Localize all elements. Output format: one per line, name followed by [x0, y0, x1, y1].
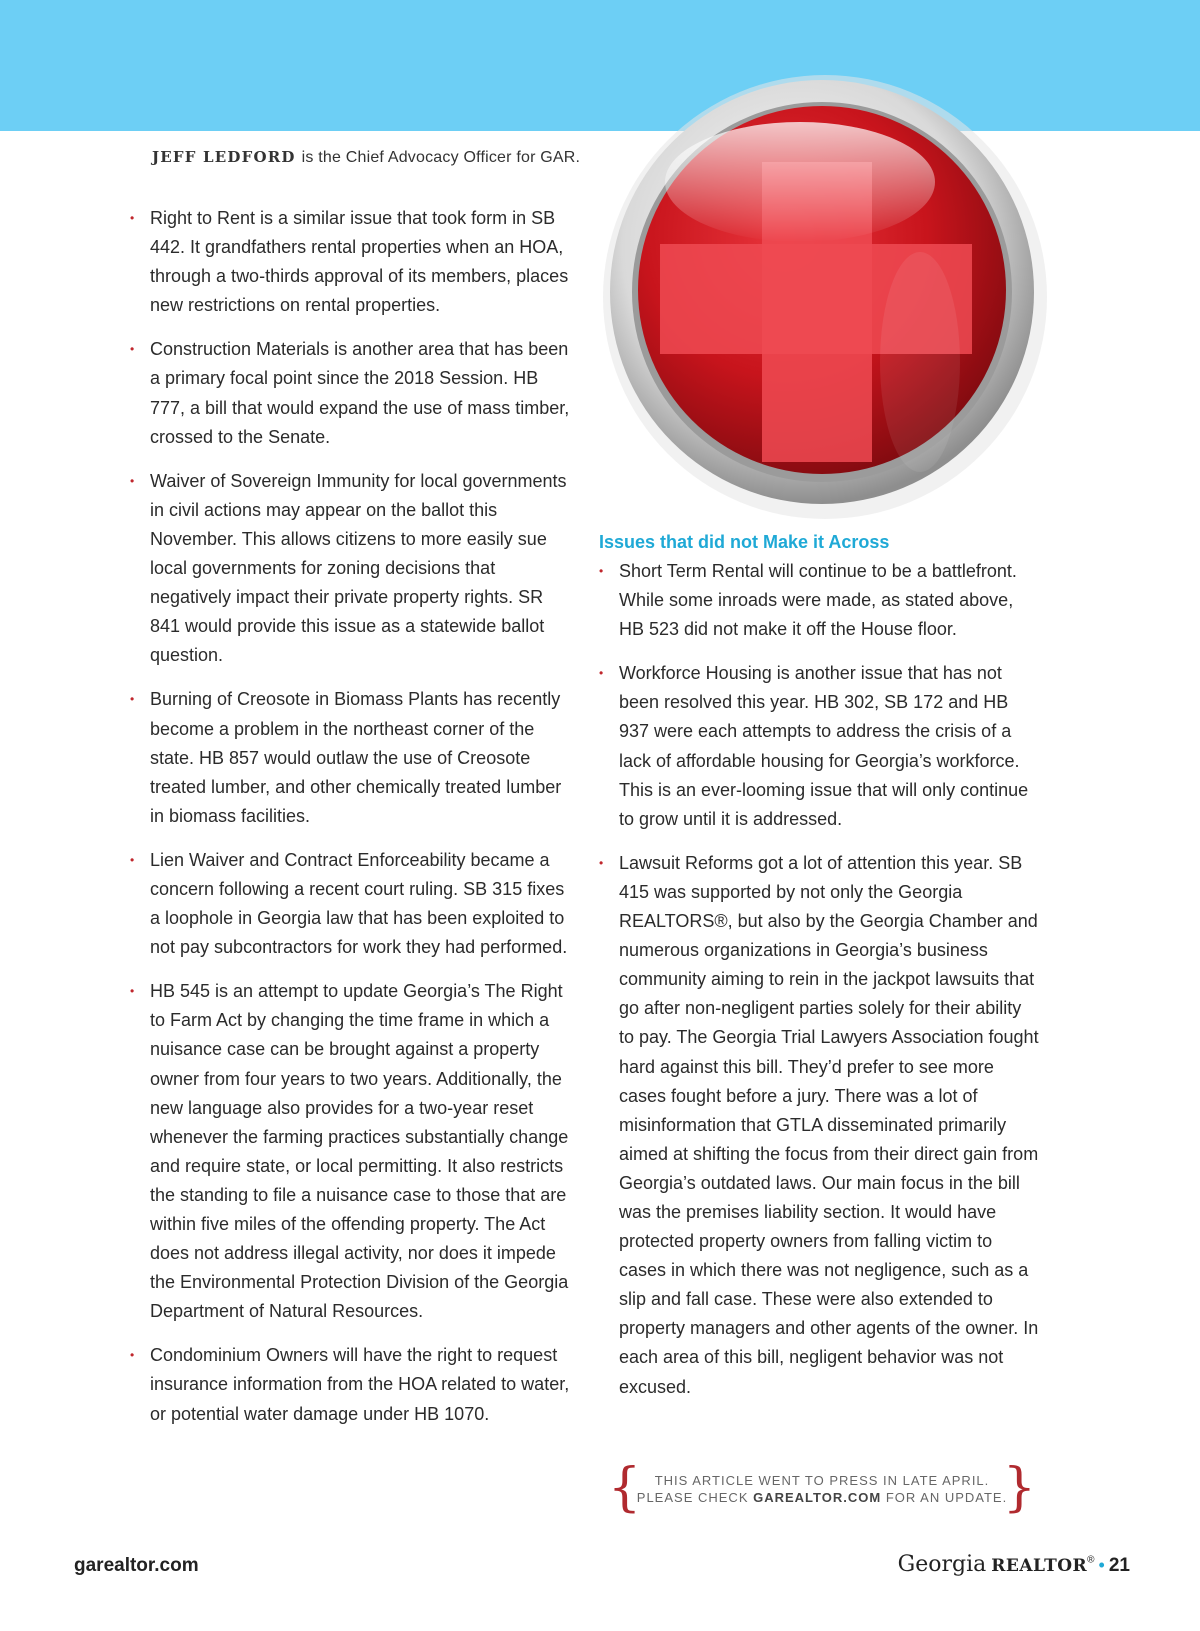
press-note	[608, 1460, 1036, 1520]
press-note-line-1: THIS ARTICLE WENT TO PRESS IN LATE APRIL.	[654, 1473, 990, 1488]
list-item: • Right to Rent is a similar issue that took form in SB 442. It grandfathers rental properties when an HOA, through a two-thirds approval of its members, places new restrictions on rental properties.	[130, 204, 570, 320]
left-bullet-list	[130, 204, 570, 1429]
list-item: • Waiver of Sovereign Immunity for local governments in civil actions may appear on the ballot this November. This allows citizens to more easily sue local governments for zoning decisions that negatively impact their private property rights. SR 841 would provide this issue as a statewide ballot question.	[130, 467, 570, 671]
list-item: • Burning of Creosote in Biomass Plants has recently become a problem in the northeast corner of the state. HB 857 would outlaw the use of Creosote treated lumber, and other chemically treated lumber in biomass facilities.	[130, 685, 570, 830]
press-note-line-2: PLEASE CHECK GAREALTOR.COM FOR AN UPDATE.	[636, 1490, 1008, 1505]
bullet-dot-icon: •	[130, 1348, 135, 1363]
list-item: • Lawsuit Reforms got a lot of attention this year. SB 415 was supported by not only the Georgia REALTORS®, but also by the Georgia Chamber and numerous organizations in Georgia’s business community aiming to rein in the jackpot lawsuits that go after non-negligent parties solely for their ability to pay. The Georgia Trial Lawyers Association fought hard against this bill. They’d prefer to see more cases fought before a jury. There was a lot of misinformation that GTLA disseminated primarily aimed at shifting the focus from their direct gain from Georgia’s outdated laws. Our main focus in the bill was the premises liability section. It would have protected property owners from falling victim to cases in which there was not negligence, such as a slip and fall case. These were also extended to property managers and other agents of the owner. In each area of this bill, negligent behavior was not excused.	[599, 849, 1039, 1402]
page-number: 21	[1108, 1555, 1130, 1576]
garealtor-link[interactable]: GAREALTOR.COM	[753, 1490, 882, 1505]
list-item: • Condominium Owners will have the right to request insurance information from the HOA related to water, or potential water damage under HB 1070.	[130, 1341, 570, 1428]
footer-masthead	[898, 1551, 1130, 1577]
right-brace-icon: }	[1002, 1458, 1036, 1518]
bullet-dot-icon: •	[599, 564, 604, 578]
author-role: is the Chief Advocacy Officer for GAR.	[301, 149, 581, 166]
bullet-dot-icon: •	[130, 692, 135, 707]
bullet-dot-icon: •	[130, 984, 135, 999]
author-name: JEFF LEDFORD	[152, 148, 296, 166]
bullet-dot-icon: •	[130, 211, 135, 225]
list-item: • Workforce Housing is another issue that has not been resolved this year. HB 302, SB 172 and HB 937 were each attempts to address the crisis of a lack of affordable housing for Georgia’s workforce. This is an ever-looming issue that will only continue to grow until it is addressed.	[599, 659, 1039, 834]
bullet-dot-icon: •	[130, 852, 135, 867]
list-item: • Construction Materials is another area that has been a primary focal point since the 2018 Session. HB 777, a bill that would expand the use of mass timber, crossed to the Senate.	[130, 335, 570, 451]
author-credit	[152, 148, 580, 167]
list-item: • Short Term Rental will continue to be a battlefront. While some inroads were made, as stated above, HB 523 did not make it off the House floor.	[599, 557, 1039, 644]
footer-separator: •	[1098, 1555, 1105, 1575]
magazine-name: Georgia	[897, 1552, 987, 1577]
red-cross-button-icon	[590, 62, 1060, 532]
left-column	[130, 204, 570, 1444]
section-heading: Issues that did not Make it Across	[599, 532, 890, 552]
left-brace-icon: {	[608, 1458, 642, 1518]
bullet-dot-icon: •	[130, 473, 135, 488]
footer-site-link[interactable]: garealtor.com	[74, 1555, 199, 1576]
list-item: • HB 545 is an attempt to update Georgia’s The Right to Farm Act by changing the time frame in which a nuisance case can be brought against a property owner from four years to two years. Additionally, the new language also provides for a two-year reset whenever the farming practices substantially change and require state, or local permitting. It also restricts the standing to file a nuisance case to those that are within five miles of the offending property. The Act does not address illegal activity, nor does it impede the Environmental Protection Division of the Georgia Department of Natural Resources.	[130, 977, 570, 1326]
bullet-dot-icon: •	[130, 342, 135, 357]
registered-mark: ®	[1087, 1554, 1095, 1566]
press-note-text	[634, 1472, 1010, 1506]
list-item: • Lien Waiver and Contract Enforceability became a concern following a recent court ruling. SB 315 fixes a loophole in Georgia law that has been exploited to not pay subcontractors for work they had performed.	[130, 846, 570, 962]
right-bullet-list	[599, 557, 1039, 1402]
bullet-dot-icon: •	[599, 855, 604, 870]
bullet-dot-icon: •	[599, 666, 604, 681]
right-column	[599, 528, 1039, 1417]
magazine-realtor: REALTOR	[991, 1556, 1088, 1576]
